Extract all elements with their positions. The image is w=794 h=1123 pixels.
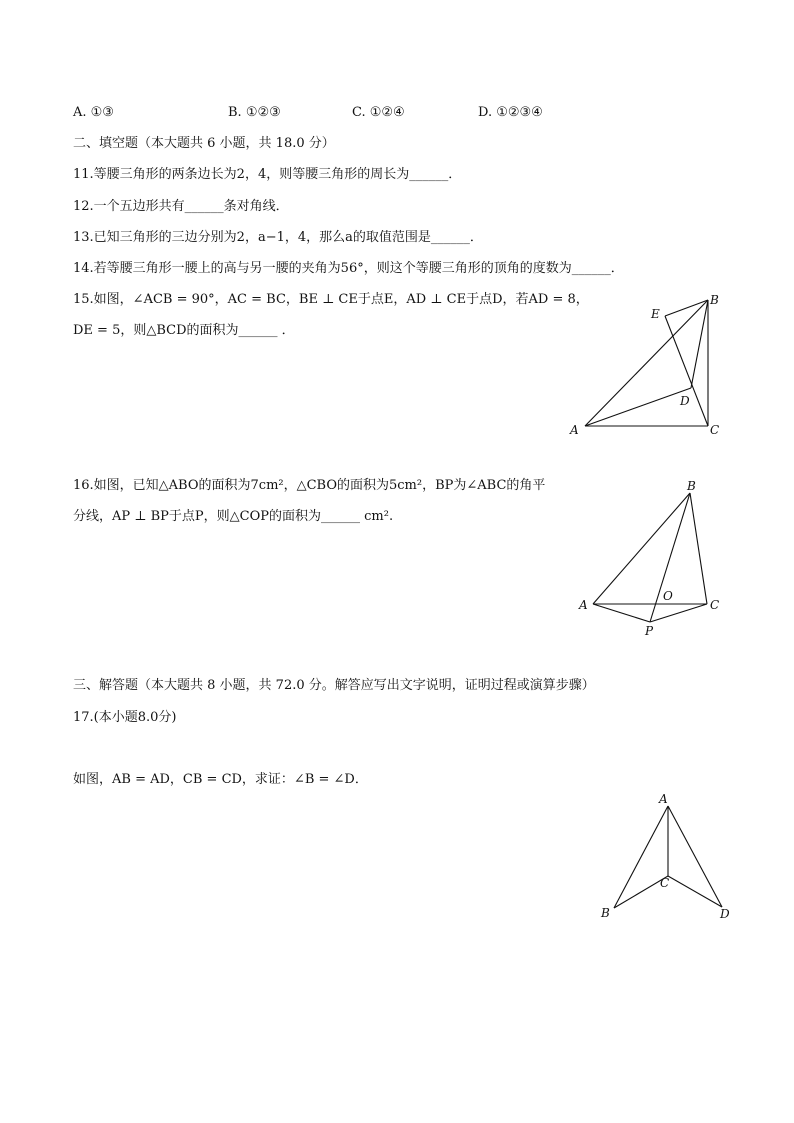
figure-q17 xyxy=(592,790,742,925)
option-b: B. ①②③ xyxy=(228,105,281,120)
fig15-label-d: D xyxy=(680,394,690,408)
fig16-seg-bc xyxy=(690,493,707,604)
fig15-seg-db xyxy=(691,300,708,388)
fig17-label-a: A xyxy=(659,792,668,806)
question-15-line-1: 15.如图，∠ACB = 90°，AC = BC，BE ⊥ CE于点E，AD ⊥ CE于点D，若AD = 8， xyxy=(73,292,589,307)
fig16-seg-pc xyxy=(650,604,707,622)
question-15-line-2: DE = 5，则△BCD的面积为______ ． xyxy=(73,323,295,338)
fig16-label-b: B xyxy=(687,479,696,493)
option-a: A. ①③ xyxy=(73,105,114,120)
question-17-header: 17.(本小题8.0分) xyxy=(73,710,177,725)
question-12: 12.一个五边形共有______条对角线． xyxy=(73,199,289,214)
question-16-line-1: 16.如图，已知△ABO的面积为7cm²，△CBO的面积为5cm²，BP为∠ABC的角平 xyxy=(73,478,546,493)
fig17-label-c: C xyxy=(660,876,670,890)
figure-q15 xyxy=(560,288,730,438)
fig17-label-b: B xyxy=(601,906,610,920)
fig15-label-a: A xyxy=(570,423,579,437)
fig16-seg-ap xyxy=(593,604,650,622)
fig16-label-p: P xyxy=(645,624,654,638)
fig16-label-o: O xyxy=(663,589,673,603)
section-2-heading: 二、填空题（本大题共 6 小题，共 18.0 分） xyxy=(73,136,335,151)
fig15-seg-eb xyxy=(665,300,708,316)
option-d: D. ①②③④ xyxy=(478,105,543,120)
section-3-heading: 三、解答题（本大题共 8 小题，共 72.0 分。解答应写出文字说明，证明过程或演算步骤） xyxy=(73,678,595,693)
fig15-seg-ad xyxy=(585,388,691,426)
fig15-label-e: E xyxy=(651,307,660,321)
option-c: C. ①②④ xyxy=(352,105,405,120)
figure-q16 xyxy=(575,478,735,640)
fig16-label-c: C xyxy=(710,598,720,612)
fig17-label-d: D xyxy=(720,907,730,921)
fig17-seg-ab xyxy=(614,806,668,908)
question-17-body: 如图，AB = AD，CB = CD，求证：∠B = ∠D． xyxy=(73,772,368,787)
fig15-label-c: C xyxy=(710,423,720,437)
fig16-label-a: A xyxy=(579,598,588,612)
fig15-label-b: B xyxy=(710,293,719,307)
question-14: 14.若等腰三角形一腰上的高与另一腰的夹角为56°，则这个等腰三角形的顶角的度数为______． xyxy=(73,261,624,276)
question-16-line-2: 分线，AP ⊥ BP于点P，则△COP的面积为______ cm². xyxy=(73,509,394,524)
question-13: 13.已知三角形的三边分别为2，a−1，4，那么a的取值范围是______． xyxy=(73,230,483,245)
question-11: 11.等腰三角形的两条边长为2，4，则等腰三角形的周长为______． xyxy=(73,167,462,182)
fig16-seg-ab xyxy=(593,493,690,604)
